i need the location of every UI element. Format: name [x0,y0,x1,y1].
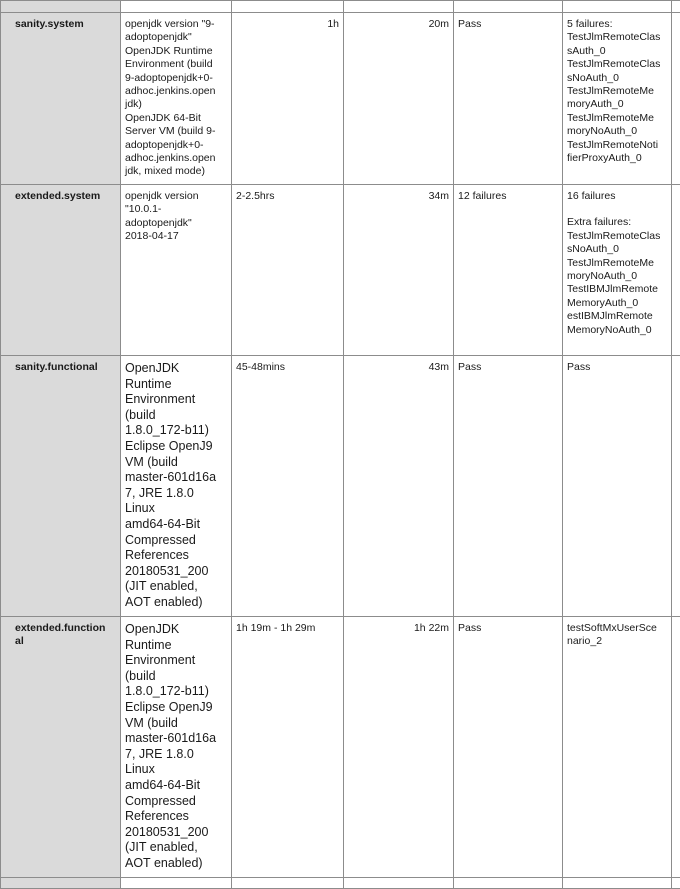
actual-time-cell: 34m [344,185,454,356]
test-target-name: extended.system [1,185,121,356]
result-cell: 5 failures: TestJlmRemoteClas sAuth_0 TestJlmRemoteClas sNoAuth_0 TestJlmRemoteMe moryAuth_0 TestJlmRemoteMe moryNoAuth_0 TestJlmRemoteNoti fierProxyAuth_0 [563,13,672,185]
notes-cell [672,13,680,185]
status-cell: 12 failures [454,185,563,356]
status-cell: Pass [454,356,563,617]
table-bottom-edge [1,878,680,889]
notes-cell [672,356,680,617]
table-row [1,13,680,185]
table-row [1,617,680,878]
expected-time-cell: 1h 19m - 1h 29m [232,617,344,878]
jdk-version-cell: OpenJDK Runtime Environment (build 1.8.0_172-b11) Eclipse OpenJ9 VM (build master-601d16a 7, JRE 1.8.0 Linux amd64-64-Bit Compressed References 20180531_200 (JIT enabled, AOT enabled) [121,617,232,878]
expected-time-cell: 2-2.5hrs [232,185,344,356]
test-target-name: sanity.system [1,13,121,185]
table-row [1,185,680,356]
status-cell: Pass [454,617,563,878]
expected-time-cell: 45-48mins [232,356,344,617]
jdk-version-cell: openjdk version "9- adoptopenjdk" OpenJDK Runtime Environment (build 9-adoptopenjdk+0- adhoc.jenkins.open jdk) OpenJDK 64-Bit Server VM (build 9- adoptopenjdk+0- adhoc.jenkins.open jdk, mixed mode) [121,13,232,185]
test-target-name: sanity.functional [1,356,121,617]
notes-cell [672,185,680,356]
actual-time-cell: 20m [344,13,454,185]
notes-cell [672,617,680,878]
actual-time-cell: 43m [344,356,454,617]
actual-time-cell: 1h 22m [344,617,454,878]
expected-time-cell: 1h [232,13,344,185]
status-cell: Pass [454,13,563,185]
jdk-version-cell: openjdk version "10.0.1- adoptopenjdk" 2018-04-17 [121,185,232,356]
table-row [1,356,680,617]
test-target-name: extended.function al [1,617,121,878]
table-top-edge [1,1,680,13]
result-cell: testSoftMxUserSce nario_2 [563,617,672,878]
result-cell: Pass [563,356,672,617]
jdk-version-cell: OpenJDK Runtime Environment (build 1.8.0_172-b11) Eclipse OpenJ9 VM (build master-601d16a 7, JRE 1.8.0 Linux amd64-64-Bit Compressed References 20180531_200 (JIT enabled, AOT enabled) [121,356,232,617]
result-cell: 16 failures Extra failures: TestJlmRemoteClas sNoAuth_0 TestJlmRemoteMe moryNoAuth_0 TestIBMJlmRemote MemoryAuth_0 estIBMJlmRemote MemoryNoAuth_0 [563,185,672,356]
